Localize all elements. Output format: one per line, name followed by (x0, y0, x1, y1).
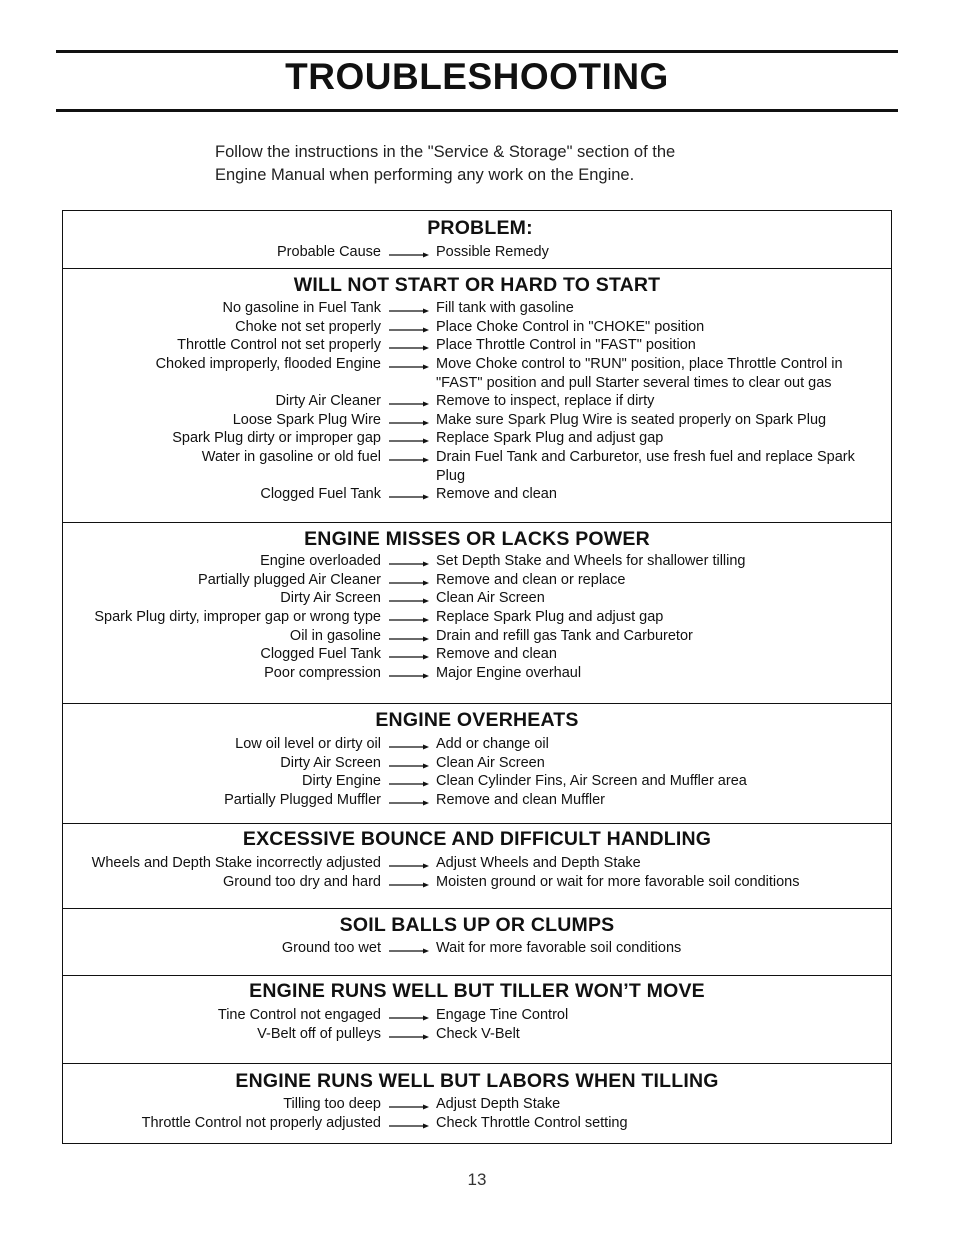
legend-box (62, 210, 892, 269)
troubleshooting-row (63, 772, 891, 791)
probable-cause: Choked improperly, flooded Engine (155, 356, 381, 373)
possible-remedy: Replace Spark Plug and adjust gap (436, 430, 664, 447)
arrow-icon (389, 673, 429, 675)
troubleshooting-row (63, 1006, 891, 1025)
legend-row (63, 243, 891, 262)
section-soil-balls (62, 908, 892, 976)
intro-line-1: Follow the instructions in the "Service & Storage" section of the (215, 143, 676, 161)
arrow-icon (389, 438, 429, 440)
possible-remedy: Check Throttle Control setting (436, 1114, 628, 1131)
probable-cause: Partially Plugged Muffler (224, 792, 381, 809)
arrow-icon (389, 948, 429, 950)
troubleshooting-row (63, 589, 891, 608)
probable-cause: Dirty Air Screen (280, 590, 381, 607)
probable-cause: Engine overloaded (260, 553, 381, 569)
troubleshooting-row (63, 485, 891, 504)
possible-remedy: Replace Spark Plug and adjust gap (436, 609, 664, 626)
section-title: ENGINE OVERHEATS (375, 709, 579, 731)
arrow-icon (389, 1123, 429, 1125)
arrow-icon (389, 654, 429, 656)
possible-remedy: Remove and clean Muffler (436, 792, 605, 809)
troubleshooting-row (63, 735, 891, 754)
intro-text (215, 141, 775, 187)
troubleshooting-row (63, 854, 891, 873)
troubleshooting-row (63, 1025, 891, 1044)
section-title: ENGINE MISSES OR LACKS POWER (304, 528, 650, 550)
troubleshooting-row (63, 411, 891, 430)
possible-remedy: Clean Air Screen (436, 754, 545, 771)
arrow-icon (389, 763, 429, 765)
probable-cause: Dirty Engine (302, 773, 381, 790)
top-rule (56, 50, 898, 53)
arrow-icon (389, 1104, 429, 1106)
intro-line-2: Engine Manual when performing any work on the Engine. (215, 166, 635, 184)
section-title: EXCESSIVE BOUNCE AND DIFFICULT HANDLING (242, 828, 712, 850)
arrow-icon (389, 494, 429, 496)
troubleshooting-row (63, 392, 891, 411)
probable-cause: Low oil level or dirty oil (235, 736, 381, 752)
arrow-icon (389, 863, 429, 865)
troubleshooting-row (63, 429, 891, 448)
probable-cause: Tine Control not engaged (217, 1007, 381, 1023)
possible-remedy: Remove and clean (436, 486, 557, 503)
arrow-icon (389, 1015, 429, 1017)
arrow-icon (389, 744, 429, 746)
troubleshooting-row (63, 664, 891, 683)
legend-cause: Probable Cause (277, 244, 381, 260)
legend-remedy: Possible Remedy (436, 244, 549, 260)
probable-cause: Wheels and Depth Stake incorrectly adjusted (91, 855, 381, 871)
troubleshooting-row (63, 791, 891, 810)
probable-cause: Throttle Control not properly adjusted (141, 1114, 381, 1131)
arrow-icon (389, 308, 429, 310)
probable-cause: Clogged Fuel Tank (260, 486, 381, 503)
possible-remedy: Check V-Belt (436, 1025, 520, 1042)
section-bounce-handling (62, 823, 892, 909)
possible-remedy: Major Engine overhaul (436, 665, 582, 682)
probable-cause: Ground too dry and hard (223, 873, 381, 890)
possible-remedy: Drain and refill gas Tank and Carburetor (436, 627, 693, 644)
possible-remedy: Adjust Wheels and Depth Stake (436, 855, 641, 871)
possible-remedy: Add or change oil (436, 736, 549, 752)
possible-remedy: Clean Cylinder Fins, Air Screen and Muffler area (436, 773, 747, 790)
arrow-icon (389, 364, 429, 366)
troubleshooting-row (63, 552, 891, 571)
possible-remedy: Adjust Depth Stake (436, 1096, 561, 1112)
possible-remedy: Place Choke Control in "CHOKE" position (436, 318, 705, 335)
possible-remedy: Make sure Spark Plug Wire is seated properly on Spark Plug (436, 411, 827, 428)
possible-remedy: Set Depth Stake and Wheels for shallower tilling (436, 553, 746, 569)
troubleshooting-row (63, 299, 891, 318)
possible-remedy: Wait for more favorable soil conditions (436, 940, 682, 956)
arrow-icon (389, 580, 429, 582)
section-title: ENGINE RUNS WELL BUT TILLER WON’T MOVE (249, 980, 705, 1002)
arrow-icon (389, 327, 429, 329)
probable-cause: Choke not set properly (235, 318, 381, 335)
possible-remedy: Place Throttle Control in "FAST" position (436, 337, 696, 354)
section-tiller-wont-move (62, 975, 892, 1064)
possible-remedy: Drain Fuel Tank and Carburetor, use fresh fuel and replace Spark Plug (436, 449, 855, 484)
probable-cause: No gasoline in Fuel Tank (222, 300, 381, 316)
probable-cause: V-Belt off of pulleys (257, 1025, 381, 1042)
probable-cause: Oil in gasoline (289, 627, 381, 644)
arrow-icon (389, 457, 429, 459)
troubleshooting-row (63, 873, 891, 892)
troubleshooting-row (63, 627, 891, 646)
possible-remedy: Fill tank with gasoline (436, 300, 574, 316)
possible-remedy: Move Choke control to "RUN" position, place Throttle Control in "FAST" position and pull Starter several times to clear out gas (436, 356, 843, 391)
probable-cause: Spark Plug dirty, improper gap or wrong type (94, 609, 381, 626)
arrow-icon (389, 345, 429, 347)
arrow-icon (389, 598, 429, 600)
probable-cause: Throttle Control not set properly (177, 337, 381, 354)
section-title: WILL NOT START OR HARD TO START (293, 274, 661, 296)
section-title: ENGINE RUNS WELL BUT LABORS WHEN TILLING (235, 1070, 719, 1092)
probable-cause: Ground too wet (281, 940, 381, 956)
possible-remedy: Clean Air Screen (436, 590, 545, 607)
possible-remedy: Engage Tine Control (436, 1007, 569, 1023)
troubleshooting-row (63, 336, 891, 355)
probable-cause: Dirty Air Cleaner (275, 393, 381, 410)
troubleshooting-row (63, 1114, 891, 1133)
troubleshooting-row (63, 448, 891, 485)
troubleshooting-row (63, 645, 891, 664)
section-overheats (62, 703, 892, 824)
arrow-icon (389, 800, 429, 802)
probable-cause: Water in gasoline or old fuel (201, 449, 381, 466)
page-title: TROUBLESHOOTING (285, 56, 669, 97)
section-will-not-start (62, 268, 892, 523)
probable-cause: Clogged Fuel Tank (260, 646, 381, 663)
troubleshooting-row (63, 318, 891, 337)
arrow-icon (389, 636, 429, 638)
probable-cause: Partially plugged Air Cleaner (198, 571, 381, 588)
troubleshooting-row (63, 939, 891, 958)
troubleshooting-row (63, 571, 891, 590)
bottom-rule (56, 109, 898, 112)
troubleshooting-row (63, 1095, 891, 1114)
arrow-icon (389, 561, 429, 563)
arrow-icon (389, 1034, 429, 1036)
probable-cause: Spark Plug dirty or improper gap (172, 430, 381, 447)
page-number: 13 (467, 1170, 487, 1189)
troubleshooting-row (63, 754, 891, 773)
possible-remedy: Remove and clean (436, 646, 557, 663)
section-title: SOIL BALLS UP OR CLUMPS (339, 914, 615, 936)
probable-cause: Loose Spark Plug Wire (232, 411, 381, 428)
section-labors-tilling (62, 1063, 892, 1144)
legend-title: PROBLEM: (427, 217, 533, 239)
possible-remedy: Remove and clean or replace (436, 571, 626, 588)
arrow-icon (389, 420, 429, 422)
probable-cause: Tilling too deep (283, 1096, 381, 1112)
probable-cause: Poor compression (264, 665, 381, 682)
possible-remedy: Moisten ground or wait for more favorable soil conditions (436, 873, 800, 890)
section-misses-power (62, 522, 892, 704)
troubleshooting-row (63, 355, 891, 392)
arrow-icon (389, 617, 429, 619)
arrow-icon (389, 781, 429, 783)
arrow-icon (389, 882, 429, 884)
arrow-icon (389, 401, 429, 403)
possible-remedy: Remove to inspect, replace if dirty (436, 393, 655, 410)
troubleshooting-row (63, 608, 891, 627)
arrow-icon (389, 252, 429, 254)
probable-cause: Dirty Air Screen (280, 754, 381, 771)
